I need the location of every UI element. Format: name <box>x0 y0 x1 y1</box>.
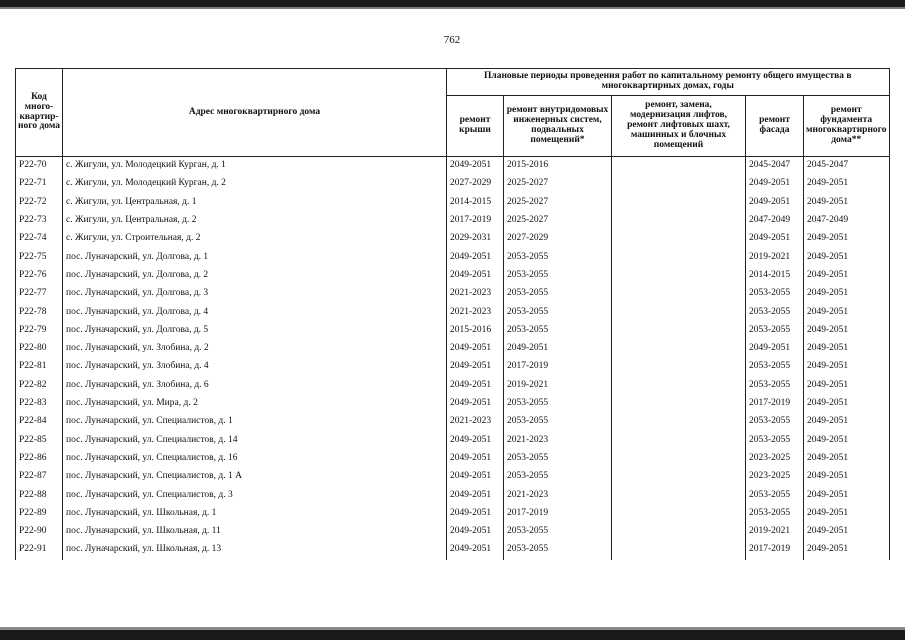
cell-code: P22-88 <box>16 486 63 504</box>
cell-foundation: 2049-2051 <box>804 377 890 395</box>
cell-code: P22-72 <box>16 194 63 212</box>
cell-foundation: 2049-2051 <box>804 413 890 431</box>
cell-code: P22-77 <box>16 285 63 303</box>
cell-engineering: 2049-2051 <box>504 340 612 358</box>
cell-engineering: 2053-2055 <box>504 468 612 486</box>
cell-roof: 2027-2029 <box>447 175 504 193</box>
cell-roof: 2049-2051 <box>447 395 504 413</box>
cell-elevators <box>612 413 746 431</box>
cell-address: пос. Луначарский, ул. Специалистов, д. 16 <box>63 450 447 468</box>
cell-roof: 2015-2016 <box>447 322 504 340</box>
cell-engineering: 2025-2027 <box>504 194 612 212</box>
cell-foundation: 2049-2051 <box>804 322 890 340</box>
table-row <box>16 377 890 395</box>
cell-engineering: 2053-2055 <box>504 395 612 413</box>
page-number: 762 <box>443 34 461 46</box>
cell-code: P22-74 <box>16 230 63 248</box>
cell-facade: 2049-2051 <box>746 194 804 212</box>
cell-elevators <box>612 194 746 212</box>
cell-roof: 2014-2015 <box>447 194 504 212</box>
cell-engineering: 2017-2019 <box>504 358 612 376</box>
cell-address: пос. Луначарский, ул. Злобина, д. 6 <box>63 377 447 395</box>
table-row <box>16 194 890 212</box>
cell-foundation: 2049-2051 <box>804 267 890 285</box>
cell-foundation: 2047-2049 <box>804 212 890 230</box>
cell-roof: 2049-2051 <box>447 267 504 285</box>
cell-roof: 2049-2051 <box>447 377 504 395</box>
cell-address: пос. Луначарский, ул. Специалистов, д. 14 <box>63 431 447 449</box>
cell-foundation: 2049-2051 <box>804 230 890 248</box>
cell-engineering: 2025-2027 <box>504 212 612 230</box>
cell-roof: 2049-2051 <box>447 486 504 504</box>
cell-roof: 2049-2051 <box>447 505 504 523</box>
table-row <box>16 358 890 376</box>
cell-foundation: 2049-2051 <box>804 395 890 413</box>
cell-roof: 2029-2031 <box>447 230 504 248</box>
table-row <box>16 450 890 468</box>
cell-code: P22-78 <box>16 303 63 321</box>
cell-facade: 2053-2055 <box>746 358 804 376</box>
cell-code: P22-82 <box>16 377 63 395</box>
cell-engineering: 2053-2055 <box>504 303 612 321</box>
cell-facade: 2053-2055 <box>746 377 804 395</box>
cell-elevators <box>612 322 746 340</box>
cell-engineering: 2019-2021 <box>504 377 612 395</box>
cell-address: пос. Луначарский, ул. Мира, д. 2 <box>63 395 447 413</box>
cell-foundation: 2049-2051 <box>804 340 890 358</box>
scan-edge-top-shadow <box>0 7 905 9</box>
table-row <box>16 322 890 340</box>
cell-roof: 2021-2023 <box>447 285 504 303</box>
cell-elevators <box>612 212 746 230</box>
cell-code: P22-86 <box>16 450 63 468</box>
cell-foundation: 2049-2051 <box>804 431 890 449</box>
cell-address: пос. Луначарский, ул. Долгова, д. 5 <box>63 322 447 340</box>
cell-code: P22-84 <box>16 413 63 431</box>
cell-engineering: 2053-2055 <box>504 285 612 303</box>
table-row <box>16 285 890 303</box>
cell-roof: 2049-2051 <box>447 523 504 541</box>
cell-roof: 2049-2051 <box>447 450 504 468</box>
header-foundation: ремонт фундамента многоквартирного дома** <box>804 96 890 157</box>
cell-foundation: 2049-2051 <box>804 468 890 486</box>
cell-facade: 2019-2021 <box>746 248 804 266</box>
header-code: Код много-квартир-ного дома <box>16 69 63 157</box>
cell-address: пос. Луначарский, ул. Школьная, д. 13 <box>63 541 447 559</box>
cell-engineering: 2025-2027 <box>504 175 612 193</box>
cell-code: P22-79 <box>16 322 63 340</box>
cell-facade: 2017-2019 <box>746 541 804 559</box>
header-facade: ремонт фасада <box>746 96 804 157</box>
cell-address: пос. Луначарский, ул. Долгова, д. 3 <box>63 285 447 303</box>
table-row <box>16 468 890 486</box>
table-row <box>16 431 890 449</box>
cell-foundation: 2049-2051 <box>804 358 890 376</box>
cell-engineering: 2053-2055 <box>504 523 612 541</box>
cell-code: P22-81 <box>16 358 63 376</box>
cell-facade: 2047-2049 <box>746 212 804 230</box>
table-row <box>16 340 890 358</box>
header-periods-group: Плановые периоды проведения работ по капитальному ремонту общего имущества в многоквартирных домах, годы <box>447 69 890 96</box>
table-row <box>16 486 890 504</box>
cell-engineering: 2021-2023 <box>504 486 612 504</box>
table-row <box>16 505 890 523</box>
cell-engineering: 2021-2023 <box>504 431 612 449</box>
cell-address: пос. Луначарский, ул. Злобина, д. 4 <box>63 358 447 376</box>
cell-foundation: 2045-2047 <box>804 157 890 176</box>
cell-elevators <box>612 340 746 358</box>
cell-facade: 2049-2051 <box>746 175 804 193</box>
cell-facade: 2053-2055 <box>746 285 804 303</box>
cell-address: с. Жигули, ул. Центральная, д. 1 <box>63 194 447 212</box>
cell-roof: 2049-2051 <box>447 541 504 559</box>
cell-elevators <box>612 395 746 413</box>
cell-engineering: 2053-2055 <box>504 322 612 340</box>
cell-facade: 2023-2025 <box>746 450 804 468</box>
cell-engineering: 2017-2019 <box>504 505 612 523</box>
cell-foundation: 2049-2051 <box>804 486 890 504</box>
cell-elevators <box>612 175 746 193</box>
cell-code: P22-80 <box>16 340 63 358</box>
header-roof: ремонт крыши <box>447 96 504 157</box>
header-address: Адрес многоквартирного дома <box>63 69 447 157</box>
cell-elevators <box>612 468 746 486</box>
cell-code: P22-75 <box>16 248 63 266</box>
cell-code: P22-89 <box>16 505 63 523</box>
cell-elevators <box>612 157 746 176</box>
cell-elevators <box>612 377 746 395</box>
header-elevators: ремонт, замена, модернизация лифтов, ремонт лифтовых шахт, машинных и блочных помещений <box>612 96 746 157</box>
cell-code: P22-76 <box>16 267 63 285</box>
cell-facade: 2019-2021 <box>746 523 804 541</box>
cell-facade: 2053-2055 <box>746 505 804 523</box>
cell-engineering: 2015-2016 <box>504 157 612 176</box>
cell-facade: 2045-2047 <box>746 157 804 176</box>
cell-facade: 2053-2055 <box>746 413 804 431</box>
cell-roof: 2049-2051 <box>447 340 504 358</box>
cell-code: P22-70 <box>16 157 63 176</box>
cell-elevators <box>612 267 746 285</box>
cell-foundation: 2049-2051 <box>804 285 890 303</box>
cell-elevators <box>612 230 746 248</box>
cell-address: с. Жигули, ул. Центральная, д. 2 <box>63 212 447 230</box>
table-row <box>16 157 890 176</box>
cell-facade: 2053-2055 <box>746 322 804 340</box>
cell-elevators <box>612 523 746 541</box>
table-row <box>16 248 890 266</box>
table-body <box>16 157 890 560</box>
cell-facade: 2023-2025 <box>746 468 804 486</box>
cell-elevators <box>612 541 746 559</box>
table-row <box>16 230 890 248</box>
cell-elevators <box>612 358 746 376</box>
cell-elevators <box>612 431 746 449</box>
cell-foundation: 2049-2051 <box>804 541 890 559</box>
cell-facade: 2053-2055 <box>746 486 804 504</box>
cell-elevators <box>612 450 746 468</box>
scan-edge-bottom <box>0 630 905 640</box>
cell-code: P22-85 <box>16 431 63 449</box>
cell-engineering: 2053-2055 <box>504 248 612 266</box>
cell-address: пос. Луначарский, ул. Специалистов, д. 3 <box>63 486 447 504</box>
cell-address: пос. Луначарский, ул. Специалистов, д. 1 А <box>63 468 447 486</box>
cell-foundation: 2049-2051 <box>804 303 890 321</box>
cell-code: P22-91 <box>16 541 63 559</box>
cell-roof: 2049-2051 <box>447 157 504 176</box>
table-row <box>16 413 890 431</box>
table-row <box>16 303 890 321</box>
cell-roof: 2017-2019 <box>447 212 504 230</box>
cell-elevators <box>612 303 746 321</box>
cell-code: P22-83 <box>16 395 63 413</box>
cell-address: пос. Луначарский, ул. Школьная, д. 1 <box>63 505 447 523</box>
cell-engineering: 2053-2055 <box>504 267 612 285</box>
cell-facade: 2053-2055 <box>746 303 804 321</box>
cell-elevators <box>612 248 746 266</box>
table-header <box>16 69 890 157</box>
cell-address: пос. Луначарский, ул. Долгова, д. 4 <box>63 303 447 321</box>
cell-address: пос. Луначарский, ул. Долгова, д. 2 <box>63 267 447 285</box>
cell-engineering: 2053-2055 <box>504 450 612 468</box>
cell-code: P22-87 <box>16 468 63 486</box>
cell-address: пос. Луначарский, ул. Специалистов, д. 1 <box>63 413 447 431</box>
table-row <box>16 523 890 541</box>
cell-address: с. Жигули, ул. Строительная, д. 2 <box>63 230 447 248</box>
cell-facade: 2017-2019 <box>746 395 804 413</box>
cell-roof: 2021-2023 <box>447 413 504 431</box>
header-engineering: ремонт внутридомовых инженерных систем, подвальных помещений* <box>504 96 612 157</box>
cell-code: P22-90 <box>16 523 63 541</box>
table-row <box>16 395 890 413</box>
cell-roof: 2049-2051 <box>447 431 504 449</box>
cell-facade: 2049-2051 <box>746 230 804 248</box>
cell-address: пос. Луначарский, ул. Долгова, д. 1 <box>63 248 447 266</box>
cell-address: пос. Луначарский, ул. Злобина, д. 2 <box>63 340 447 358</box>
cell-facade: 2014-2015 <box>746 267 804 285</box>
scan-edge-top <box>0 0 905 7</box>
cell-code: P22-73 <box>16 212 63 230</box>
cell-foundation: 2049-2051 <box>804 248 890 266</box>
cell-elevators <box>612 505 746 523</box>
repair-schedule-table <box>15 68 890 560</box>
cell-roof: 2049-2051 <box>447 358 504 376</box>
cell-engineering: 2053-2055 <box>504 541 612 559</box>
cell-foundation: 2049-2051 <box>804 175 890 193</box>
cell-elevators <box>612 285 746 303</box>
cell-address: пос. Луначарский, ул. Школьная, д. 11 <box>63 523 447 541</box>
cell-roof: 2049-2051 <box>447 248 504 266</box>
cell-address: с. Жигули, ул. Молодецкий Курган, д. 2 <box>63 175 447 193</box>
cell-roof: 2049-2051 <box>447 468 504 486</box>
cell-facade: 2053-2055 <box>746 431 804 449</box>
table-row <box>16 212 890 230</box>
cell-facade: 2049-2051 <box>746 340 804 358</box>
cell-foundation: 2049-2051 <box>804 505 890 523</box>
cell-address: с. Жигули, ул. Молодецкий Курган, д. 1 <box>63 157 447 176</box>
cell-roof: 2021-2023 <box>447 303 504 321</box>
cell-elevators <box>612 486 746 504</box>
cell-engineering: 2053-2055 <box>504 413 612 431</box>
cell-code: P22-71 <box>16 175 63 193</box>
table-row <box>16 175 890 193</box>
cell-foundation: 2049-2051 <box>804 450 890 468</box>
cell-engineering: 2027-2029 <box>504 230 612 248</box>
table-row <box>16 541 890 559</box>
cell-foundation: 2049-2051 <box>804 194 890 212</box>
cell-foundation: 2049-2051 <box>804 523 890 541</box>
table-row <box>16 267 890 285</box>
